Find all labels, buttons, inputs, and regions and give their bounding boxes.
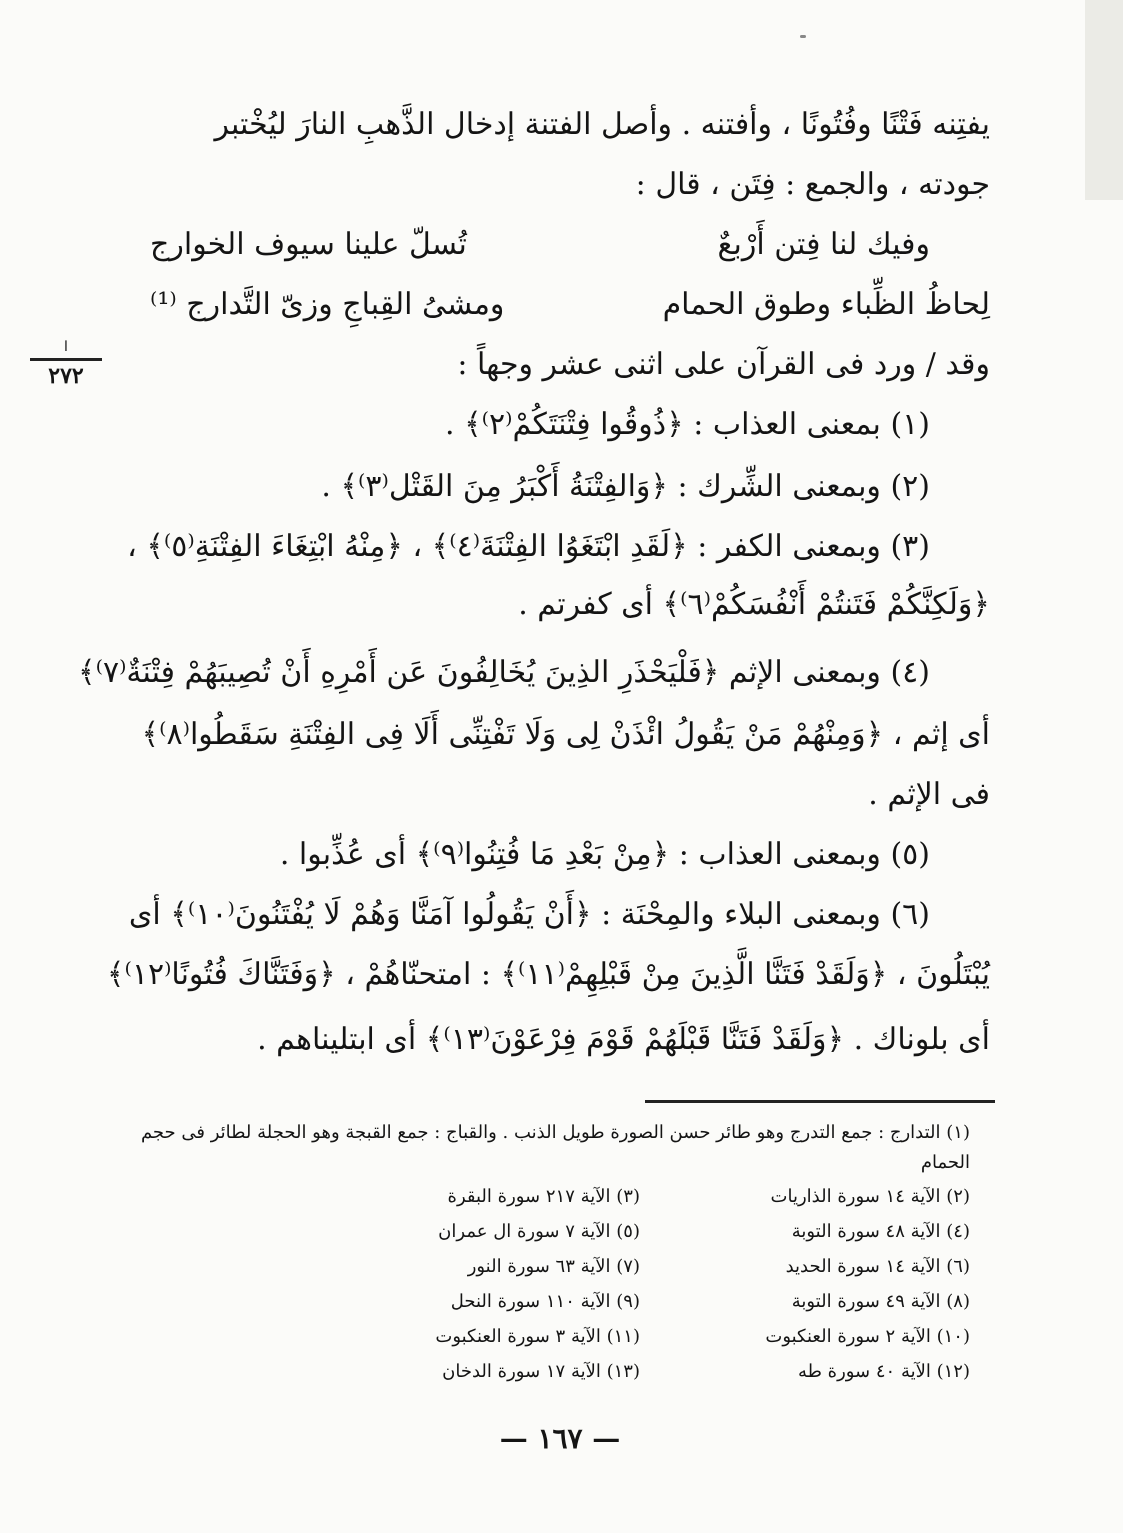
text-line: يُبْتَلُونَ ، ﴿وَلَقَدْ فَتَنَّا الَّذِينَ مِنْ قَبْلِهِمْ⁽١١⁾﴾ : امتحنّاهُمْ ، ﴿وَفَتَنَّاكَ فُتُونًا⁽١٢⁾﴾ [106, 957, 990, 992]
footnote: (٩) الآية ١١٠ سورة النحل [450, 1291, 640, 1312]
verse-hemistich: ومشىُ القِباجِ وزىّ التَّدارج ⁽¹⁾ [150, 287, 505, 322]
footnote: (٤) الآية ٤٨ سورة التوبة [791, 1221, 970, 1242]
verse-line-2 [150, 275, 990, 335]
speck [800, 35, 806, 38]
footnote-separator [645, 1100, 995, 1103]
text-line: أى إثم ، ﴿وَمِنْهُمْ مَنْ يَقُولُ ائْذَنْ لِى وَلَا تَفْتِنِّى أَلَا فِى الفِتْنَةِ سَقَطُوا⁽٨⁾﴾ [141, 717, 990, 752]
text-line: (٣) وبمعنى الكفر : ﴿لَقَدِ ابْتَغَوُا الفِتْنَةَ⁽٤⁾﴾ ، ﴿مِنْهُ ابْتِغَاءَ الفِتْنَةِ⁽٥⁾﴾ ، [127, 529, 930, 564]
footnote: (١١) الآية ٣ سورة العنكبوت [435, 1326, 640, 1347]
main-text [77, 95, 990, 1075]
verse-hemistich: وفيك لنا فِتن أَرْبعٌ [717, 227, 930, 262]
verse-line-1 [150, 215, 990, 275]
margin-rule [30, 358, 102, 361]
verse-hemistich: لِحاظُ الظِّباء وطوق الحمام [662, 287, 990, 322]
footnote-row [120, 1256, 970, 1286]
text-line: وقد / ورد فى القرآن على اثنى عشر وجهاً : [457, 347, 990, 382]
text-line: (١) بمعنى العذاب : ﴿ذُوقُوا فِتْنَتَكُمْ⁽٢⁾﴾ . [445, 407, 930, 442]
text-line: (٤) وبمعنى الإثم ﴿فَلْيَحْذَرِ الذِينَ يُخَالِفُونَ عَن أَمْرِهِ أَنْ تُصِيبَهُمْ فِتْنَةٌ⁽٧⁾﴾ [77, 655, 930, 690]
text-line: (٢) وبمعنى الشِّرك : ﴿وَالفِتْنَةُ أَكْبَرُ مِنَ القَتْل⁽٣⁾﴾ . [321, 469, 930, 504]
margin-page-reference [30, 340, 102, 388]
footnote: (١٢) الآية ٤٠ سورة طه [797, 1361, 970, 1382]
footnote-row [120, 1221, 970, 1251]
margin-page-number: ٢٧٢ [48, 363, 84, 389]
footnote-row [120, 1186, 970, 1216]
text-line: فى الإثم . [868, 777, 990, 812]
footnote-row [120, 1291, 970, 1321]
verse-hemistich: تُسلّ علينا سيوف الخوارج [150, 227, 467, 262]
text-line: (٥) وبمعنى العذاب : ﴿مِنْ بَعْدِ مَا فُتِنُوا⁽٩⁾﴾ أى عُذِّبوا . [279, 837, 930, 872]
footnote-1: (١) التدارج : جمع التدرج وهو طائر حسن الصورة طويل الذنب . والقباج : جمع القبجة وهو الحجلة لطائر فى حجم الحمام [140, 1122, 970, 1173]
page-edge [1085, 0, 1123, 200]
footnotes [120, 1118, 970, 1382]
footnote: (٨) الآية ٤٩ سورة التوبة [791, 1291, 970, 1312]
footnote-row [120, 1326, 970, 1356]
footnote: (١٣) الآية ١٧ سورة الدخان [442, 1361, 640, 1382]
margin-mark: ا [64, 339, 68, 355]
footnote: (١٠) الآية ٢ سورة العنكبوت [765, 1326, 970, 1347]
text-line: يفتِنه فَتْنًا وفُتُونًا ، وأفتنه . وأصل الفتنة إدخال الذَّهبِ النارَ ليُخْتبر [214, 107, 990, 142]
text-line: (٦) وبمعنى البلاء والمِحْنَة : ﴿أَنْ يَقُولُوا آمَنَّا وَهُمْ لَا يُفْتَنُونَ⁽١٠⁾﴾ أى [128, 897, 930, 932]
footnote-row [120, 1361, 970, 1391]
footnote: (٥) الآية ٧ سورة ال عمران [438, 1221, 640, 1242]
footnote: (٣) الآية ٢١٧ سورة البقرة [447, 1186, 640, 1207]
footnote: (٧) الآية ٦٣ سورة النور [467, 1256, 640, 1277]
text-line: أى بلوناك . ﴿وَلَقَدْ فَتَنَّا قَبْلَهُمْ قَوْمَ فِرْعَوْنَ⁽١٣⁾﴾ أى ابتليناهم . [257, 1022, 990, 1057]
text-line: ﴿وَلَكِنَّكُمْ فَتَنتُمْ أَنْفُسَكُمْ⁽٦⁾﴾ أى كفرتم . [518, 587, 990, 622]
text-line: جودته ، والجمع : فِتَن ، قال : [635, 167, 990, 202]
footnote: (٦) الآية ١٤ سورة الحديد [785, 1256, 970, 1277]
footnote: (٢) الآية ١٤ سورة الذاريات [770, 1186, 970, 1207]
page-number: — ١٦٧ — [499, 1422, 621, 1455]
